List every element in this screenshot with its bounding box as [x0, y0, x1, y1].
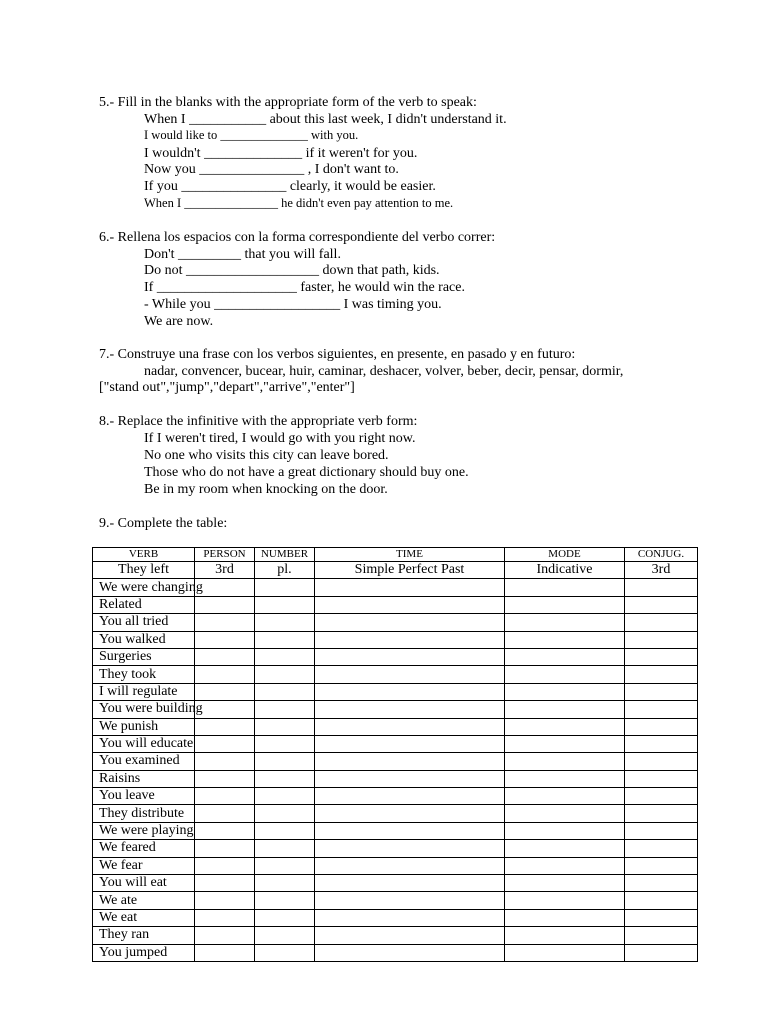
person-cell[interactable] [195, 596, 255, 613]
header-verb: VERB [93, 548, 195, 562]
table-row [93, 875, 698, 892]
mode-cell[interactable] [505, 596, 625, 613]
person-cell[interactable] [195, 857, 255, 874]
verb-label: We eat [99, 910, 138, 925]
verb-cell [93, 909, 195, 926]
ex5-line-1: When I ___________ about this last week, I didn't understand it. [144, 112, 507, 127]
verb-table [92, 547, 698, 962]
time-cell[interactable] [315, 875, 505, 892]
verb-cell [93, 614, 195, 631]
conjug-cell[interactable] [625, 753, 698, 770]
verb-cell [93, 770, 195, 787]
ex5-line-6: When I _______________ he didn't even pay attention to me. [144, 196, 454, 210]
mode-cell[interactable] [505, 927, 625, 944]
table-row [93, 822, 698, 839]
number-cell[interactable] [255, 648, 315, 665]
conjug-cell[interactable] [625, 701, 698, 718]
verb-cell [93, 579, 203, 596]
table-row [93, 648, 698, 665]
conjug-cell[interactable] [625, 892, 698, 909]
time-cell[interactable] [315, 892, 505, 909]
example-verb: They left [93, 562, 195, 579]
verb-label: Raisins [99, 770, 141, 786]
number-cell[interactable] [255, 805, 315, 822]
ex8-line-2: No one who visits this city can leave bored. [144, 448, 389, 463]
verb-label: They distribute [99, 805, 185, 821]
conjug-cell[interactable] [625, 909, 698, 926]
mode-cell[interactable] [505, 683, 625, 700]
conjug-cell[interactable] [625, 735, 698, 752]
table-row [93, 788, 698, 805]
verb-label: I will regulate [99, 683, 178, 699]
person-cell[interactable] [195, 805, 255, 822]
mode-cell[interactable] [505, 892, 625, 909]
table-row [93, 892, 698, 909]
time-cell[interactable] [315, 579, 505, 596]
header-mode: MODE [505, 548, 625, 562]
number-cell[interactable] [255, 770, 315, 787]
ex5-line-4: Now you _______________ , I don't want to. [144, 162, 399, 177]
time-cell[interactable] [315, 648, 505, 665]
conjug-cell[interactable] [625, 770, 698, 787]
time-cell[interactable] [315, 857, 505, 874]
person-cell[interactable] [195, 822, 255, 839]
mode-cell[interactable] [505, 701, 625, 718]
time-cell[interactable] [315, 614, 505, 631]
person-cell[interactable] [195, 666, 255, 683]
mode-cell[interactable] [505, 753, 625, 770]
number-cell[interactable] [255, 596, 315, 613]
conjug-cell[interactable] [625, 648, 698, 665]
ex8-line-3: Those who do not have a great dictionary should buy one. [144, 465, 469, 480]
table-row [93, 840, 698, 857]
mode-cell[interactable] [505, 579, 625, 596]
verb-cell [93, 822, 195, 839]
mode-cell[interactable] [505, 666, 625, 683]
ex6-line-3: If ____________________ faster, he would win the race. [144, 280, 465, 295]
example-row [93, 562, 698, 579]
verb-label: You will eat [99, 875, 167, 891]
time-cell[interactable] [315, 770, 505, 787]
number-cell[interactable] [255, 701, 315, 718]
mode-cell[interactable] [505, 770, 625, 787]
ex9-heading: 9.- Complete the table: [99, 516, 228, 531]
number-cell[interactable] [255, 909, 315, 926]
number-cell[interactable] [255, 579, 315, 596]
time-cell[interactable] [315, 718, 505, 735]
person-cell[interactable] [195, 735, 255, 752]
ex6-line-1: Don't _________ that you will fall. [144, 247, 341, 262]
person-cell[interactable] [195, 875, 255, 892]
verb-label: They took [99, 666, 157, 682]
person-cell[interactable] [195, 614, 255, 631]
mode-cell[interactable] [505, 614, 625, 631]
header-person: PERSON [195, 548, 255, 562]
verb-label: We punish [99, 718, 159, 734]
conjug-cell[interactable] [625, 857, 698, 874]
mode-cell[interactable] [505, 875, 625, 892]
mode-cell[interactable] [505, 857, 625, 874]
time-cell[interactable] [315, 701, 505, 718]
person-cell[interactable] [195, 701, 255, 718]
time-cell[interactable] [315, 944, 505, 961]
table-row [93, 701, 698, 718]
ex5-heading: 5.- Fill in the blanks with the appropriate form of the verb to speak: [99, 95, 477, 110]
table-row [93, 909, 698, 926]
person-cell[interactable] [195, 631, 255, 648]
ex7-verb-list-extra: ["stand out","jump","depart","arrive","enter"] [99, 380, 355, 395]
number-cell[interactable] [255, 683, 315, 700]
table-header-row [93, 548, 698, 562]
person-cell[interactable] [195, 927, 255, 944]
ex5-line-5: If you _______________ clearly, it would be easier. [144, 179, 436, 194]
conjug-cell[interactable] [625, 927, 698, 944]
example-number: pl. [255, 562, 315, 579]
number-cell[interactable] [255, 875, 315, 892]
conjug-cell[interactable] [625, 579, 698, 596]
verb-label: You jumped [99, 944, 168, 960]
mode-cell[interactable] [505, 648, 625, 665]
conjug-cell[interactable] [625, 840, 698, 857]
verb-label: They ran [99, 927, 150, 943]
ex6-line-4: - While you __________________ I was timing you. [144, 297, 442, 312]
ex6-heading: 6.- Rellena los espacios con la forma correspondiente del verbo correr: [99, 230, 496, 245]
header-conjug: CONJUG. [625, 548, 698, 562]
table-row [93, 718, 698, 735]
time-cell[interactable] [315, 631, 505, 648]
time-cell[interactable] [315, 596, 505, 613]
number-cell[interactable] [255, 788, 315, 805]
number-cell[interactable] [255, 857, 315, 874]
mode-cell[interactable] [505, 718, 625, 735]
number-cell[interactable] [255, 753, 315, 770]
number-cell[interactable] [255, 735, 315, 752]
person-cell[interactable] [195, 892, 255, 909]
verb-label: We ate [99, 892, 138, 908]
mode-cell[interactable] [505, 631, 625, 648]
table-row [93, 614, 698, 631]
table-row [93, 579, 698, 596]
ex8-heading: 8.- Replace the infinitive with the appropriate verb form: [99, 414, 418, 429]
verb-cell [93, 753, 195, 770]
verb-label: You leave [99, 788, 155, 804]
time-cell[interactable] [315, 927, 505, 944]
number-cell[interactable] [255, 927, 315, 944]
verb-cell [93, 840, 195, 857]
number-cell[interactable] [255, 892, 315, 909]
mode-cell[interactable] [505, 822, 625, 839]
time-cell[interactable] [315, 840, 505, 857]
table-row [93, 735, 698, 752]
person-cell[interactable] [195, 579, 255, 596]
verb-cell [93, 648, 195, 665]
verb-label: We feared [99, 840, 156, 856]
conjug-cell[interactable] [625, 788, 698, 805]
mode-cell[interactable] [505, 840, 625, 857]
time-cell[interactable] [315, 822, 505, 839]
ex8-line-1: If I weren't tired, I would go with you right now. [144, 431, 416, 446]
conjug-cell[interactable] [625, 614, 698, 631]
verb-cell [93, 631, 195, 648]
verb-label: Related [99, 596, 142, 612]
time-cell[interactable] [315, 666, 505, 683]
table-row [93, 596, 698, 613]
table-row [93, 666, 698, 683]
number-cell[interactable] [255, 822, 315, 839]
verb-cell [93, 596, 195, 613]
number-cell[interactable] [255, 944, 315, 961]
number-cell[interactable] [255, 631, 315, 648]
person-cell[interactable] [195, 770, 255, 787]
verb-label: You all tried [99, 614, 169, 630]
conjug-cell[interactable] [625, 718, 698, 735]
person-cell[interactable] [195, 840, 255, 857]
person-cell[interactable] [195, 718, 255, 735]
conjug-cell[interactable] [625, 596, 698, 613]
number-cell[interactable] [255, 718, 315, 735]
verb-cell [93, 683, 195, 700]
time-cell[interactable] [315, 805, 505, 822]
verb-cell [93, 666, 195, 683]
time-cell[interactable] [315, 735, 505, 752]
verb-cell [93, 805, 195, 822]
number-cell[interactable] [255, 614, 315, 631]
verb-cell [93, 857, 195, 874]
table-row [93, 683, 698, 700]
ex7-verb-list: nadar, convencer, bucear, huir, caminar, deshacer, volver, beber, decir, pensar, dormir, [144, 364, 624, 379]
example-person: 3rd [195, 562, 255, 579]
conjug-cell[interactable] [625, 666, 698, 683]
mode-cell[interactable] [505, 944, 625, 961]
verb-label: We fear [99, 857, 143, 873]
conjug-cell[interactable] [625, 944, 698, 961]
time-cell[interactable] [315, 909, 505, 926]
mode-cell[interactable] [505, 909, 625, 926]
ex8-line-4: Be in my room when knocking on the door. [144, 482, 388, 497]
verb-label: We were changing [99, 579, 203, 595]
verb-cell [93, 875, 195, 892]
example-mode: Indicative [505, 562, 625, 579]
table-row [93, 857, 698, 874]
person-cell[interactable] [195, 788, 255, 805]
verb-cell [93, 701, 203, 718]
mode-cell[interactable] [505, 805, 625, 822]
verb-cell [93, 718, 195, 735]
header-time: TIME [315, 548, 505, 562]
ex7-heading: 7.- Construye una frase con los verbos siguientes, en presente, en pasado y en futuro: [99, 347, 576, 362]
time-cell[interactable] [315, 683, 505, 700]
example-time: Simple Perfect Past [315, 562, 505, 579]
ex5-line-2: I would like to ______________ with you. [144, 128, 359, 142]
table-row [93, 770, 698, 787]
conjug-cell[interactable] [625, 822, 698, 839]
example-conjug: 3rd [625, 562, 698, 579]
verb-label: Surgeries [99, 649, 152, 665]
conjug-cell[interactable] [625, 683, 698, 700]
table-row [93, 631, 698, 648]
verb-label: You were building [99, 701, 203, 717]
mode-cell[interactable] [505, 788, 625, 805]
verb-label: You walked [99, 631, 166, 647]
person-cell[interactable] [195, 909, 255, 926]
conjug-cell[interactable] [625, 875, 698, 892]
ex6-line-2: Do not ___________________ down that path, kids. [144, 263, 440, 278]
ex6-line-5: We are now. [144, 314, 214, 329]
verb-cell [93, 892, 195, 909]
verb-cell [93, 788, 195, 805]
number-cell[interactable] [255, 666, 315, 683]
table-row [93, 805, 698, 822]
table-row [93, 927, 698, 944]
verb-label: You examined [99, 753, 180, 769]
time-cell[interactable] [315, 788, 505, 805]
time-cell[interactable] [315, 753, 505, 770]
verb-cell [93, 927, 195, 944]
verb-label: We were playing [99, 823, 194, 839]
verb-label: You will educate [99, 736, 194, 752]
person-cell[interactable] [195, 944, 255, 961]
number-cell[interactable] [255, 840, 315, 857]
person-cell[interactable] [195, 683, 255, 700]
header-number: NUMBER [255, 548, 315, 562]
table-row [93, 753, 698, 770]
verb-cell [93, 735, 195, 752]
conjug-cell[interactable] [625, 805, 698, 822]
ex5-line-3: I wouldn't ______________ if it weren't for you. [144, 146, 418, 161]
conjug-cell[interactable] [625, 631, 698, 648]
person-cell[interactable] [195, 648, 255, 665]
verb-cell [93, 944, 195, 961]
table-row [93, 944, 698, 961]
mode-cell[interactable] [505, 735, 625, 752]
person-cell[interactable] [195, 753, 255, 770]
